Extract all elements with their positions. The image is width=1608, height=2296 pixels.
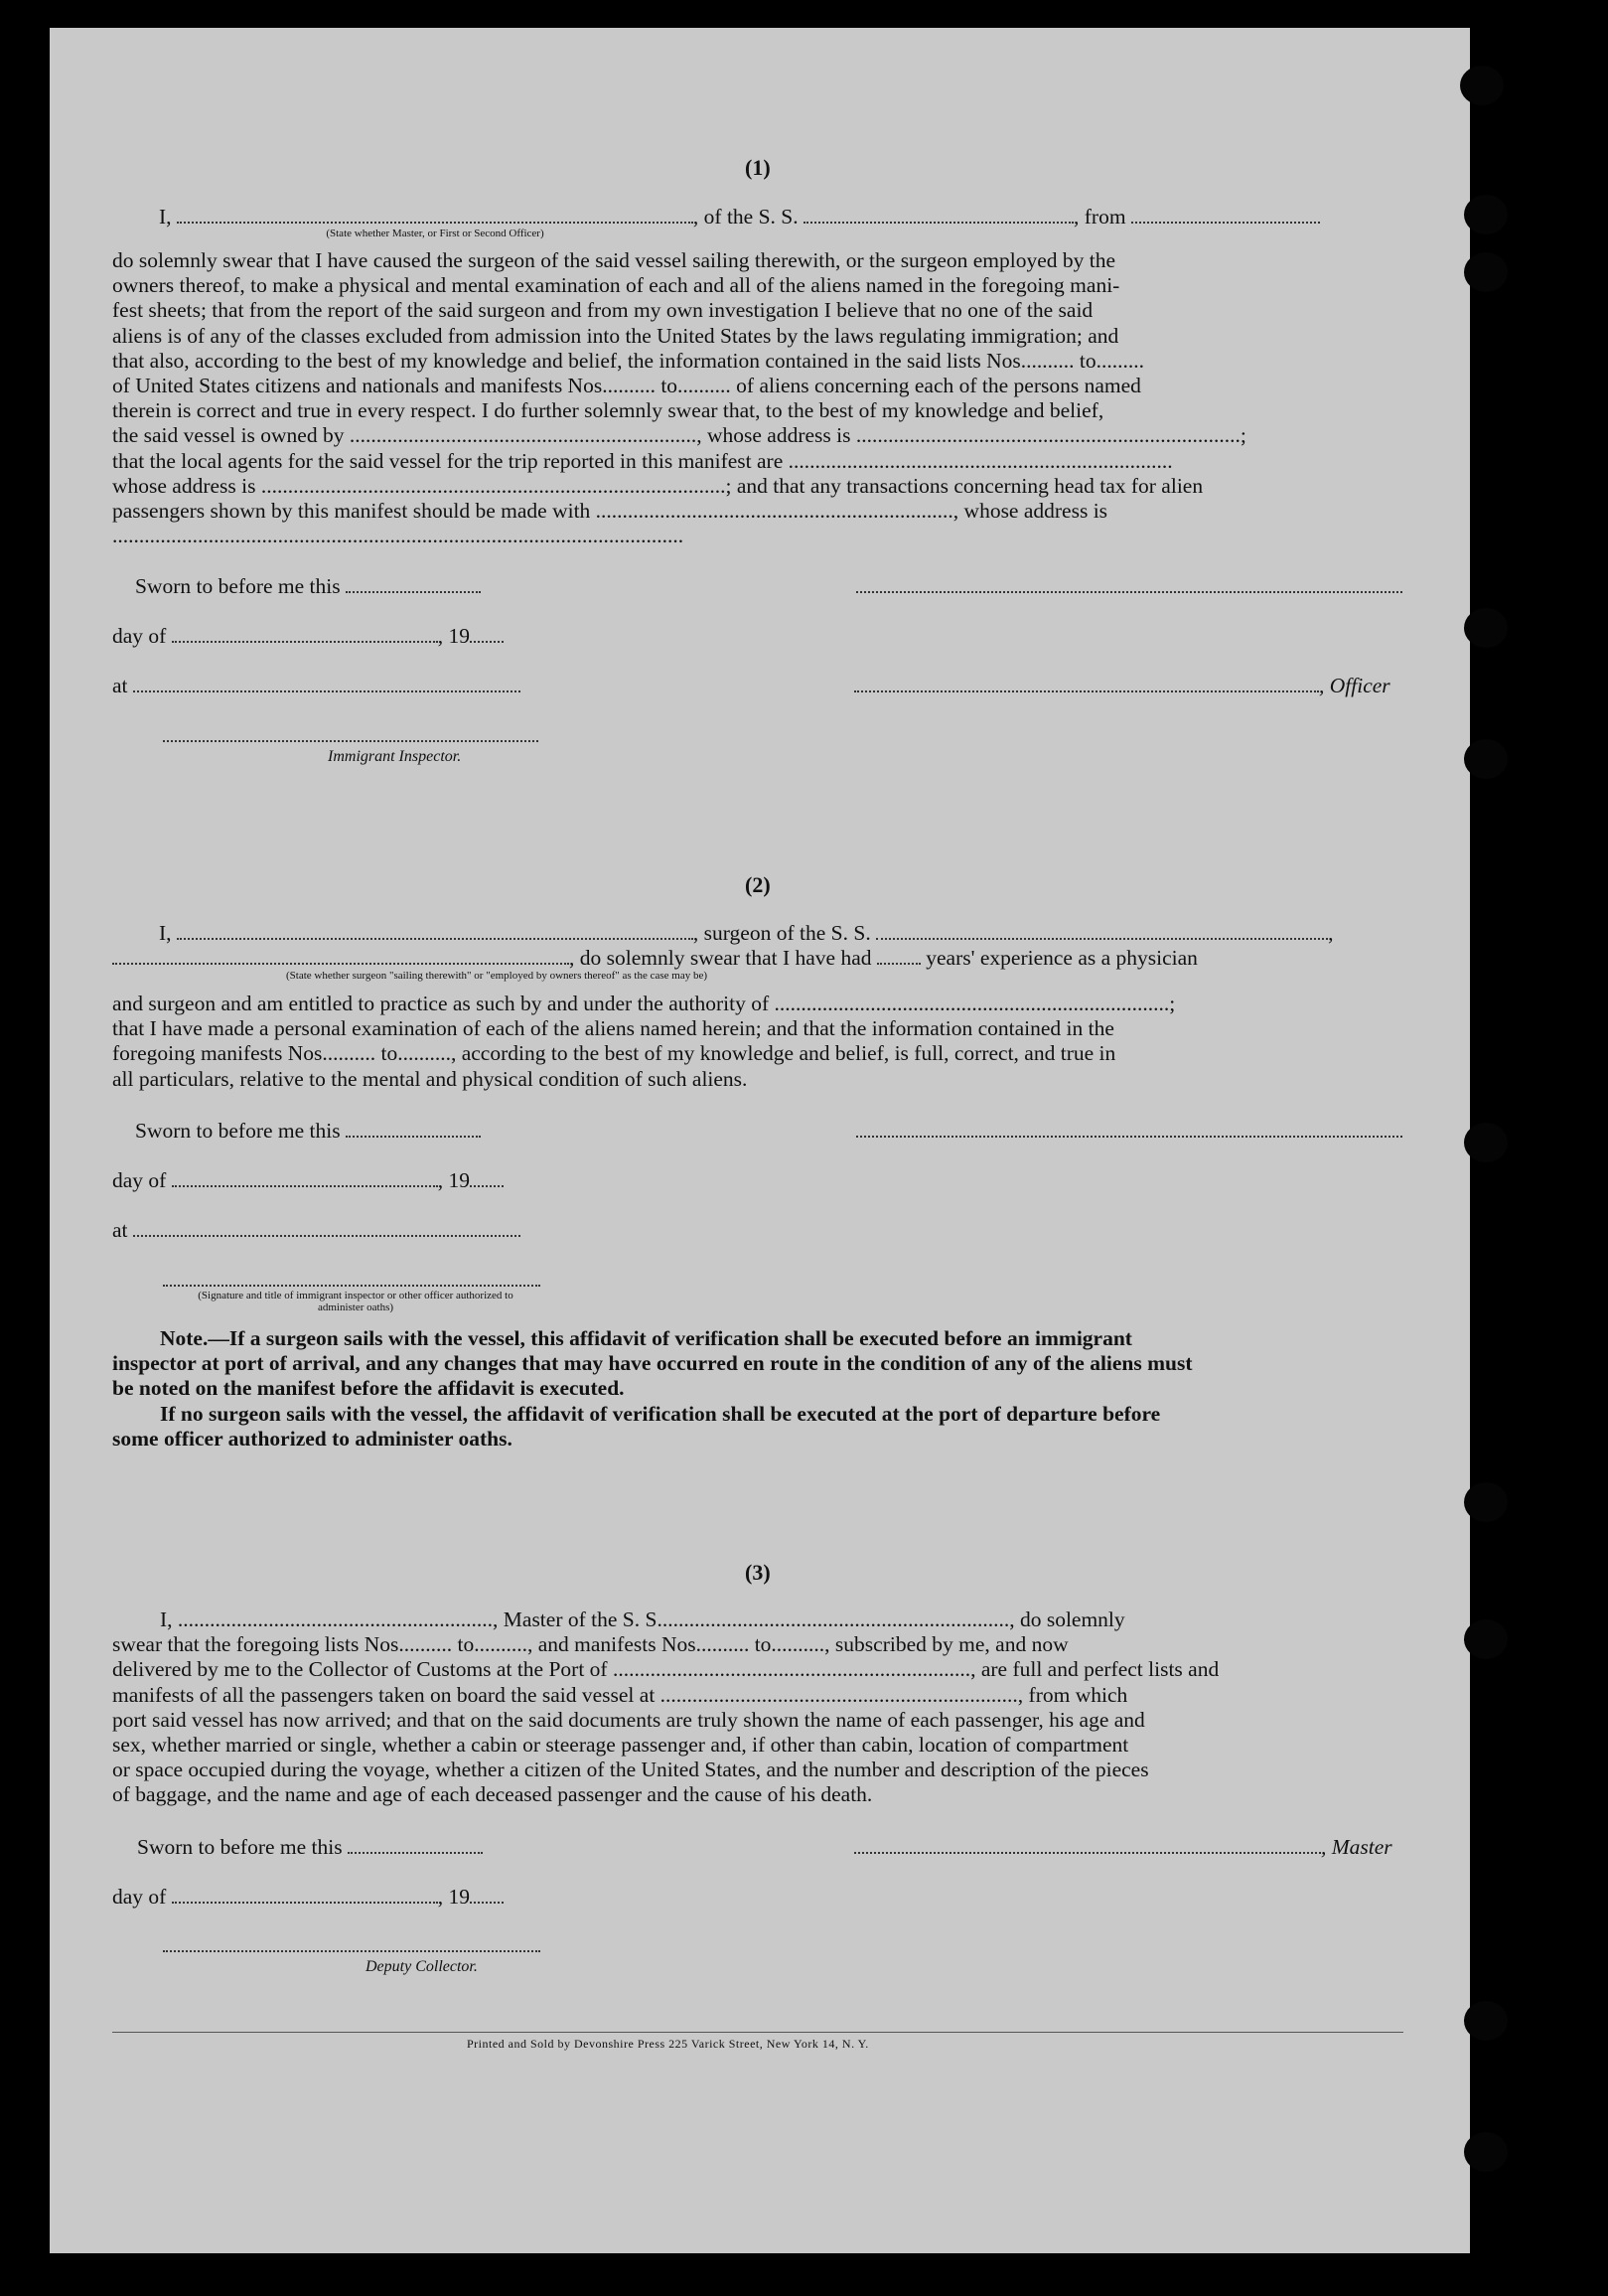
signature-line <box>163 1284 540 1287</box>
punch-hole <box>1464 2132 1508 2172</box>
signature-line <box>856 1135 1402 1138</box>
section-3-day-of: day of , 19 <box>112 1884 504 1910</box>
section-1-day-of: day of , 19 <box>112 623 504 649</box>
punch-hole <box>1460 66 1504 105</box>
section-1-body: do solemnly swear that I have caused the surgeon of the said vessel sailing therewith, or the surgeon employed by the owners thereof, to make a physical and mental examination of each and all of the aliens named in the foregoing mani- fest sheets; that from the report of the said surgeon and from my own investigation I believe that no one of the said aliens is of any of the classes excluded from admission into the United States by the laws regulating immigration; and that also, according to the best of my knowledge and belief, the information contained in the said lists Nos.......... to......... of United States citizens and nationals and manifests Nos.......... to.......... of aliens concerning each of the persons named therein is correct and true in every respect. I do further solemnly swear that, to the best of my knowledge and belief, the said vessel is owned by ................................................................., whose address is ........................................................................; that the local agents for the said vessel for the trip reported in this manifest are ........................................................................ whose address is .......................................................................................; and that any transactions concerning head tax for alien passengers shown by this manifest should be made with ..................................................................., whose address is ........................................................................................................... <box>112 248 1246 548</box>
surgeon-note-paragraph: Note.—If a surgeon sails with the vessel, this affidavit of verification shall be executed before an immigrant inspector at port of arrival, and any changes that may have occurred en route in the condition of any of the aliens must be noted on the manifest before the affidavit is executed. If no surgeon sails with the vessel, the affidavit of verification shall be executed at the port of departure before some officer authorized to administer oaths. <box>112 1326 1193 1451</box>
section-3-body: I, ..........................................................., Master of the S. S.................................................................., do solemnly swear that the foregoing lists Nos.......... to.........., and manifests Nos.......... to.........., subscribed by me, and now delivered by me to the Collector of Customs at the Port of ..................................................................., are full and perfect lists and manifests of all the passengers taken on board the said vessel at ..................................................................., from which port said vessel has now arrived; and that on the said documents are truly shown the name of each passenger, his age and sex, whether married or single, whether a cabin or steerage passenger and, if other than cabin, location of compartment or space occupied during the voyage, whether a citizen of the United States, and the number and description of the pieces of baggage, and the name and age of each deceased passenger and the cause of his death. <box>112 1607 1220 1807</box>
section-1-number: (1) <box>745 155 771 180</box>
surgeon-note: (State whether surgeon "sailing therewith" or "employed by owners thereof" as the case may be) <box>285 970 707 982</box>
inspector-line <box>163 739 538 742</box>
inspector-label: Immigrant Inspector. <box>328 748 462 765</box>
signature-line <box>856 590 1402 593</box>
section-1-sworn: Sworn to before me this <box>135 573 481 599</box>
section-2-line-two: , do solemnly swear that I have had years' experience as a physician <box>112 945 1198 971</box>
section-2-day-of: day of , 19 <box>112 1167 504 1193</box>
printer-imprint: Printed and Sold by Devonshire Press 225 Varick Street, New York 14, N. Y. <box>467 2037 869 2051</box>
punch-hole <box>1464 739 1508 779</box>
punch-hole <box>1464 1482 1508 1522</box>
master-officer-note: (State whether Master, or First or Second Officer) <box>326 228 544 239</box>
punch-hole <box>1464 195 1508 234</box>
officer-signature: , Officer <box>854 673 1390 698</box>
punch-hole <box>1464 252 1508 292</box>
master-signature: , Master <box>854 1834 1392 1860</box>
section-2-number: (2) <box>745 872 771 897</box>
deputy-line <box>163 1949 540 1952</box>
section-3-sworn: Sworn to before me this <box>137 1834 483 1860</box>
punch-hole <box>1464 2001 1508 2041</box>
section-2-sworn: Sworn to before me this <box>135 1118 481 1144</box>
section-1-opening-line: I, , of the S. S. , from <box>159 204 1320 230</box>
section-2-body: and surgeon and am entitled to practice as such by and under the authority of ..........................................................................; that I have made a personal examination of each of the aliens named herein; and that the information contained in the foregoing manifests Nos.......... to.........., according to the best of my knowledge and belief, is full, correct, and true in all particulars, relative to the mental and physical condition of such aliens. <box>112 992 1176 1091</box>
section-1-at: at <box>112 673 520 698</box>
footer-rule <box>112 2032 1403 2033</box>
punch-hole <box>1464 1619 1508 1659</box>
section-2-at: at <box>112 1217 520 1243</box>
deputy-label: Deputy Collector. <box>365 1958 478 1975</box>
section-2-opening-line: I, , surgeon of the S. S. , <box>159 921 1334 945</box>
punch-hole <box>1464 608 1508 648</box>
section-3-number: (3) <box>745 1560 771 1585</box>
signature-title-note: (Signature and title of immigrant inspector or other officer authorized to administer oaths) <box>198 1290 513 1313</box>
punch-hole <box>1464 1123 1508 1162</box>
